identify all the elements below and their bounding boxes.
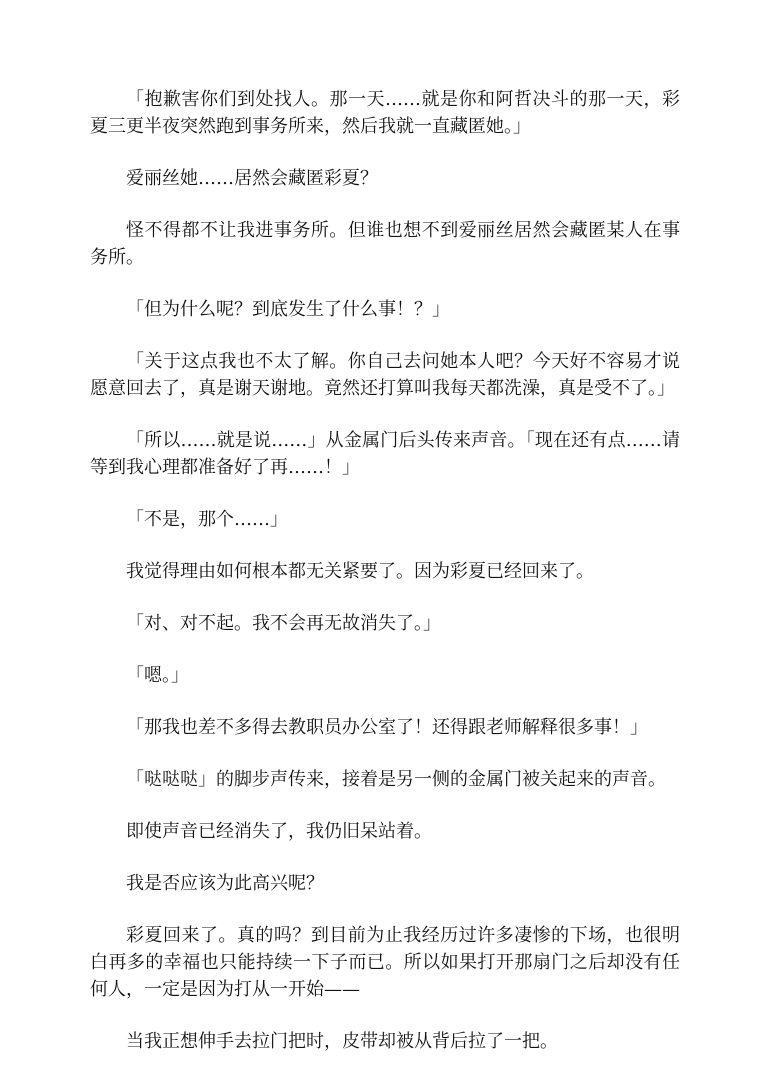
paragraph: 「哒哒哒」的脚步声传来，接着是另一侧的金属门被关起来的声音。 bbox=[126, 769, 666, 790]
paragraph: 「但为什么呢？到底发生了什么事！？」 bbox=[126, 299, 450, 320]
paragraph: 我是否应该为此高兴呢？ bbox=[126, 873, 324, 894]
paragraph: 「不是，那个……」 bbox=[126, 509, 288, 530]
paragraph: 爱丽丝她……居然会藏匿彩夏？ bbox=[126, 168, 378, 189]
paragraph: 「嗯。」 bbox=[126, 665, 189, 686]
paragraph: 「所以……就是说……」从金属门后头传来声音。「现在还有点……请等到我心理都准备好了再……！」 bbox=[90, 430, 680, 478]
paragraph: 「关于这点我也不太了解。你自己去问她本人吧？今天好不容易才说愿意回去了，真是谢天谢地。竟然还打算叫我每天都洗澡，真是受不了。」 bbox=[90, 351, 680, 399]
paragraph: 我觉得理由如何根本都无关紧要了。因为彩夏已经回来了。 bbox=[126, 561, 594, 582]
paragraph: 彩夏回来了。真的吗？到目前为止我经历过许多凄惨的下场，也很明白再多的幸福也只能持续一下子而已。所以如果打开那扇门之后却没有任何人，一定是因为打从一开始—— bbox=[90, 925, 680, 1000]
paragraph: 「抱歉害你们到处找人。那一天……就是你和阿哲决斗的那一天，彩夏三更半夜突然跑到事务所来，然后我就一直藏匿她。」 bbox=[90, 89, 680, 137]
paragraph: 当我正想伸手去拉门把时，皮带却被从背后拉了一把。 bbox=[126, 1031, 558, 1052]
paragraph: 即使声音已经消失了，我仍旧呆站着。 bbox=[126, 821, 432, 842]
paragraph: 怪不得都不让我进事务所。但谁也想不到爱丽丝居然会藏匿某人在事务所。 bbox=[90, 220, 680, 268]
document-page bbox=[90, 86, 680, 1080]
paragraph: 「对、对不起。我不会再无故消失了。」 bbox=[126, 613, 441, 634]
paragraph: 「那我也差不多得去教职员办公室了！还得跟老师解释很多事！」 bbox=[126, 717, 648, 738]
